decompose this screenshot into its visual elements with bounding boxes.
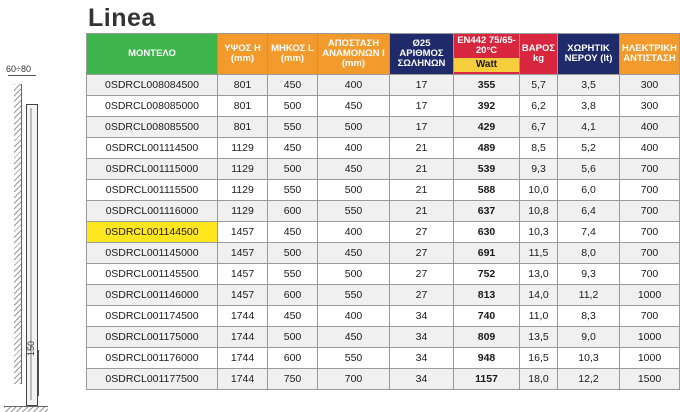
table-row	[87, 96, 680, 117]
cell-tube-count: 21	[390, 138, 454, 159]
dimension-line	[8, 75, 36, 76]
cell-water-capacity: 11,2	[558, 285, 620, 306]
header-length	[268, 34, 318, 75]
cell-model-code: 0SDRCL008085000	[87, 96, 218, 117]
table-row	[87, 285, 680, 306]
cell-length: 600	[268, 348, 318, 369]
cell-heat-output: 392	[454, 96, 520, 117]
radiator-profile	[26, 104, 38, 406]
cell-tube-count: 17	[390, 117, 454, 138]
cell-length: 550	[268, 117, 318, 138]
cell-heat-output: 809	[454, 327, 520, 348]
cell-tube-count: 34	[390, 369, 454, 390]
cell-electric-element: 700	[620, 180, 680, 201]
cell-water-capacity: 5,2	[558, 138, 620, 159]
cell-connection-distance: 450	[318, 327, 390, 348]
cell-height: 1744	[218, 327, 268, 348]
cell-water-capacity: 10,3	[558, 348, 620, 369]
cell-height: 1744	[218, 369, 268, 390]
cell-length: 750	[268, 369, 318, 390]
cell-length: 500	[268, 96, 318, 117]
cell-heat-output: 630	[454, 222, 520, 243]
cell-water-capacity: 8,3	[558, 306, 620, 327]
cell-electric-element: 700	[620, 159, 680, 180]
cell-connection-distance: 400	[318, 75, 390, 96]
cell-water-capacity: 6,4	[558, 201, 620, 222]
table-row	[87, 306, 680, 327]
cell-heat-output: 355	[454, 75, 520, 96]
cell-weight: 6,2	[520, 96, 558, 117]
cell-height: 1457	[218, 264, 268, 285]
cell-weight: 14,0	[520, 285, 558, 306]
wall-distance-dimension: 60÷80	[6, 64, 31, 74]
cell-weight: 18,0	[520, 369, 558, 390]
cell-water-capacity: 12,2	[558, 369, 620, 390]
cell-length: 500	[268, 243, 318, 264]
table-row	[87, 180, 680, 201]
cell-weight: 8,5	[520, 138, 558, 159]
cell-tube-count: 34	[390, 306, 454, 327]
cell-electric-element: 400	[620, 117, 680, 138]
cell-model-code: 0SDRCL001177500	[87, 369, 218, 390]
cell-water-capacity: 4,1	[558, 117, 620, 138]
cell-electric-element: 400	[620, 138, 680, 159]
cell-height: 1744	[218, 348, 268, 369]
cell-water-capacity: 9,3	[558, 264, 620, 285]
cell-length: 550	[268, 264, 318, 285]
cell-heat-output: 429	[454, 117, 520, 138]
cell-connection-distance: 500	[318, 264, 390, 285]
cell-water-capacity: 3,8	[558, 96, 620, 117]
table-row	[87, 369, 680, 390]
cell-model-code: 0SDRCL001175000	[87, 327, 218, 348]
table-row	[87, 201, 680, 222]
radiator-spec-table	[86, 33, 680, 390]
header-water-capacity	[558, 34, 620, 75]
cell-water-capacity: 6,0	[558, 180, 620, 201]
cell-electric-element: 1000	[620, 348, 680, 369]
cell-height: 1457	[218, 285, 268, 306]
cell-connection-distance: 400	[318, 222, 390, 243]
cell-tube-count: 27	[390, 243, 454, 264]
radiator-tube	[30, 108, 32, 400]
cell-weight: 11,5	[520, 243, 558, 264]
table-row	[87, 117, 680, 138]
cell-weight: 11,0	[520, 306, 558, 327]
cell-length: 450	[268, 138, 318, 159]
cell-model-code: 0SDRCL001145500	[87, 264, 218, 285]
header-connection-distance	[318, 34, 390, 75]
cell-length: 500	[268, 327, 318, 348]
cell-model-code: 0SDRCL001114500	[87, 138, 218, 159]
cell-heat-output: 1157	[454, 369, 520, 390]
cell-tube-count: 34	[390, 348, 454, 369]
cell-tube-count: 21	[390, 180, 454, 201]
cell-weight: 13,0	[520, 264, 558, 285]
cell-tube-count: 27	[390, 264, 454, 285]
cell-heat-output: 752	[454, 264, 520, 285]
header-label: ΜΟΝΤΕΛΟ	[128, 48, 176, 59]
cell-electric-element: 700	[620, 306, 680, 327]
cell-length: 500	[268, 159, 318, 180]
cell-model-code: 0SDRCL001174500	[87, 306, 218, 327]
cell-weight: 10,3	[520, 222, 558, 243]
cell-height: 1744	[218, 306, 268, 327]
cell-connection-distance: 500	[318, 117, 390, 138]
table-row	[87, 348, 680, 369]
cell-model-code: 0SDRCL008084500	[87, 75, 218, 96]
cell-water-capacity: 3,5	[558, 75, 620, 96]
cell-tube-count: 27	[390, 222, 454, 243]
header-unit: Watt	[454, 58, 519, 72]
header-label: ΑΠΟΣΤΑΣΗ ΑΝΑΜΟΝΩΝ I (mm)	[322, 38, 385, 69]
cell-weight: 16,5	[520, 348, 558, 369]
cell-length: 450	[268, 306, 318, 327]
header-tube-count	[390, 34, 454, 75]
cell-electric-element: 700	[620, 222, 680, 243]
cell-height: 1129	[218, 138, 268, 159]
header-model	[87, 34, 218, 75]
cell-height: 1457	[218, 222, 268, 243]
cell-length: 550	[268, 180, 318, 201]
cell-height: 801	[218, 117, 268, 138]
cell-tube-count: 21	[390, 159, 454, 180]
cell-model-code: 0SDRCL008085500	[87, 117, 218, 138]
radiator-side-drawing	[0, 60, 84, 390]
header-label: ΗΛΕΚΤΡΙΚΗ ΑΝΤΙΣΤΑΣΗ	[622, 43, 677, 64]
header-label: EN442 75/65-20°C	[457, 35, 516, 56]
dimension-line	[38, 350, 39, 396]
header-label: ΧΩΡΗΤΙΚ ΝΕΡΟΥ (lt)	[564, 43, 613, 64]
header-label: ΒΑΡΟΣ kg	[521, 43, 556, 64]
cell-heat-output: 539	[454, 159, 520, 180]
cell-weight: 5,7	[520, 75, 558, 96]
header-label: ΥΨΟΣ H (mm)	[224, 43, 261, 64]
cell-connection-distance: 550	[318, 201, 390, 222]
header-label: ΜΗΚΟΣ L (mm)	[271, 43, 314, 64]
cell-weight: 10,8	[520, 201, 558, 222]
floor-hatch	[4, 406, 48, 412]
table-row	[87, 327, 680, 348]
cell-weight: 9,3	[520, 159, 558, 180]
cell-electric-element: 300	[620, 96, 680, 117]
cell-tube-count: 17	[390, 96, 454, 117]
cell-heat-output: 691	[454, 243, 520, 264]
page-title: Linea	[88, 4, 156, 32]
floor-distance-dimension: 150	[26, 340, 36, 356]
header-label: Ø25 ΑΡΙΘΜΟΣ ΣΩΛΗΝΩΝ	[397, 38, 446, 69]
cell-electric-element: 1000	[620, 327, 680, 348]
cell-model-code: 0SDRCL001115000	[87, 159, 218, 180]
cell-weight: 6,7	[520, 117, 558, 138]
cell-connection-distance: 450	[318, 243, 390, 264]
table-row	[87, 138, 680, 159]
table-row	[87, 75, 680, 96]
cell-water-capacity: 9,0	[558, 327, 620, 348]
cell-model-code: 0SDRCL001145000	[87, 243, 218, 264]
header-height	[218, 34, 268, 75]
cell-electric-element: 1500	[620, 369, 680, 390]
cell-height: 801	[218, 75, 268, 96]
cell-height: 1129	[218, 201, 268, 222]
table-header-row	[87, 34, 680, 75]
cell-connection-distance: 400	[318, 306, 390, 327]
cell-water-capacity: 8,0	[558, 243, 620, 264]
cell-model-code: 0SDRCL001146000	[87, 285, 218, 306]
cell-length: 450	[268, 222, 318, 243]
cell-heat-output: 489	[454, 138, 520, 159]
cell-heat-output: 637	[454, 201, 520, 222]
header-electric-element	[620, 34, 680, 75]
cell-length: 450	[268, 75, 318, 96]
cell-water-capacity: 5,6	[558, 159, 620, 180]
cell-height: 1129	[218, 159, 268, 180]
cell-height: 1129	[218, 180, 268, 201]
cell-connection-distance: 450	[318, 159, 390, 180]
table-row	[87, 264, 680, 285]
cell-weight: 13,5	[520, 327, 558, 348]
table-row	[87, 243, 680, 264]
cell-connection-distance: 700	[318, 369, 390, 390]
cell-connection-distance: 550	[318, 348, 390, 369]
cell-electric-element: 700	[620, 201, 680, 222]
cell-electric-element: 700	[620, 243, 680, 264]
cell-weight: 10,0	[520, 180, 558, 201]
cell-tube-count: 17	[390, 75, 454, 96]
cell-tube-count: 21	[390, 201, 454, 222]
cell-height: 1457	[218, 243, 268, 264]
cell-electric-element: 1000	[620, 285, 680, 306]
cell-connection-distance: 500	[318, 180, 390, 201]
table-row	[87, 159, 680, 180]
cell-height: 801	[218, 96, 268, 117]
cell-tube-count: 27	[390, 285, 454, 306]
cell-model-code: 0SDRCL001144500	[87, 222, 218, 243]
cell-heat-output: 740	[454, 306, 520, 327]
header-weight	[520, 34, 558, 75]
cell-water-capacity: 7,4	[558, 222, 620, 243]
cell-connection-distance: 450	[318, 96, 390, 117]
cell-length: 600	[268, 201, 318, 222]
cell-model-code: 0SDRCL001116000	[87, 201, 218, 222]
header-heat-output	[454, 34, 520, 75]
cell-electric-element: 700	[620, 264, 680, 285]
wall-hatch	[14, 84, 22, 384]
cell-heat-output: 588	[454, 180, 520, 201]
table-body	[87, 75, 680, 390]
cell-heat-output: 948	[454, 348, 520, 369]
cell-model-code: 0SDRCL001176000	[87, 348, 218, 369]
cell-electric-element: 300	[620, 75, 680, 96]
cell-connection-distance: 400	[318, 138, 390, 159]
cell-model-code: 0SDRCL001115500	[87, 180, 218, 201]
table-row	[87, 222, 680, 243]
cell-tube-count: 34	[390, 327, 454, 348]
cell-heat-output: 813	[454, 285, 520, 306]
cell-length: 600	[268, 285, 318, 306]
cell-connection-distance: 550	[318, 285, 390, 306]
